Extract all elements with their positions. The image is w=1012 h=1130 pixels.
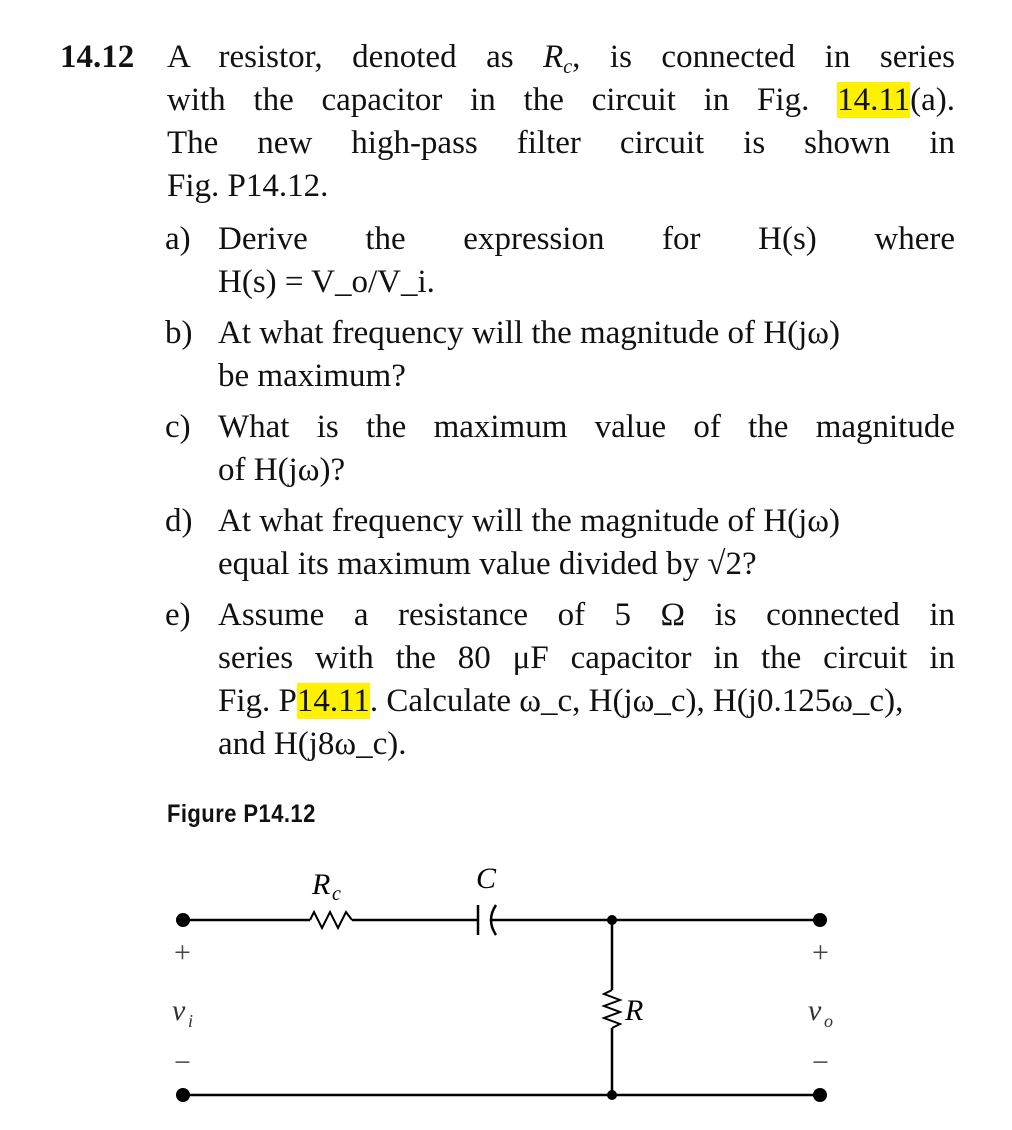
- part-e-line-3: [218, 680, 955, 723]
- figure-link-p14-11[interactable]: 14.11: [296, 683, 370, 719]
- label-vo-minus: −: [812, 1046, 829, 1079]
- figure-caption: Figure P14.12: [167, 800, 316, 828]
- label-r: R: [625, 994, 644, 1027]
- terminal-vo-top: [813, 913, 827, 927]
- label-rc-sub: c: [332, 883, 341, 905]
- part-e-label: e): [165, 597, 191, 633]
- label-vo-sub: o: [824, 1011, 833, 1031]
- part-b-label: b): [165, 315, 193, 351]
- intro-text: The new high-pass filter circuit is shown in: [167, 125, 955, 161]
- part-b-line-2: be maximum?: [218, 358, 406, 394]
- intro-text: with the capacitor in the circuit in Fig.: [167, 82, 838, 118]
- label-c: C: [476, 862, 497, 895]
- terminal-vi-bottom: [176, 1088, 190, 1102]
- resistor-rc: [310, 912, 352, 928]
- label-vi-plus: +: [174, 936, 191, 969]
- intro-text: A resistor, denoted as: [167, 39, 544, 75]
- intro-text: (a).: [910, 82, 955, 118]
- intro-line-1: [167, 36, 955, 79]
- part-a-line-1: Derive the expression for H(s) where: [218, 221, 955, 257]
- resistor-r: [604, 990, 620, 1028]
- label-rc: R: [312, 868, 331, 901]
- label-vo: v: [808, 994, 822, 1027]
- var-sub-c: c: [563, 56, 573, 78]
- part-d-line-1: At what frequency will the magnitude of H(jω): [218, 503, 840, 539]
- node-top: [607, 915, 617, 925]
- intro-text: Fig. P14.12.: [167, 168, 329, 204]
- problem-number: 14.12: [60, 39, 135, 75]
- part-c-line-2: of H(jω)?: [218, 452, 346, 488]
- label-vi-sub: i: [188, 1011, 194, 1031]
- figure-link-14-11[interactable]: 14.11: [837, 82, 911, 118]
- part-a-line-2: H(s) = V_o/V_i.: [218, 264, 435, 300]
- part-e-text: Fig. P: [218, 683, 297, 719]
- intro-text: , is connected in series: [572, 39, 955, 75]
- node-bottom: [607, 1090, 617, 1100]
- part-d-label: d): [165, 503, 193, 539]
- intro-line-4: [167, 165, 955, 208]
- label-vo-plus: +: [812, 936, 829, 969]
- terminal-vo-bottom: [813, 1088, 827, 1102]
- var-r: R: [543, 39, 564, 75]
- part-e-text: . Calculate ω_c, H(jω_c), H(j0.125ω_c),: [369, 683, 904, 719]
- part-c-label: c): [165, 409, 191, 445]
- intro-line-3: [167, 122, 955, 165]
- part-e-line-4: and H(j8ω_c).: [218, 726, 407, 762]
- part-e-line-1: Assume a resistance of 5 Ω is connected in: [218, 597, 955, 633]
- intro-line-2: [167, 79, 955, 122]
- label-vi: v: [172, 994, 186, 1027]
- part-c-line-1: What is the maximum value of the magnitude: [218, 409, 955, 445]
- part-b-line-1: At what frequency will the magnitude of H(jω): [218, 315, 840, 351]
- terminal-vi-top: [176, 913, 190, 927]
- part-a-label: a): [165, 221, 191, 257]
- part-d-line-2: equal its maximum value divided by √2?: [218, 546, 757, 582]
- circuit-diagram: [0, 850, 1012, 1120]
- part-e-line-2: series with the 80 μF capacitor in the circuit in: [218, 640, 955, 676]
- label-vi-minus: −: [174, 1046, 191, 1079]
